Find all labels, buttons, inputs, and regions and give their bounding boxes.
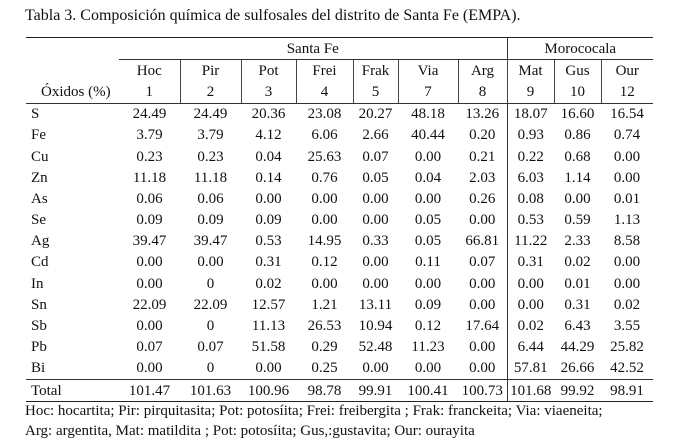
value-cell: 10.94: [358, 318, 393, 335]
value-cell: 39.47: [132, 233, 167, 250]
value-cell: 101.47: [119, 380, 180, 402]
value-cell: 0.21: [469, 148, 496, 165]
value-cell: 0.53: [255, 233, 282, 250]
value-cell: 0.05: [414, 212, 442, 229]
column-code-2: Pir: [180, 60, 241, 82]
value-cell: 6.03: [507, 167, 554, 188]
group-morococala: Morococala: [507, 38, 653, 60]
value-cell: 1.21: [311, 296, 338, 313]
value-cell: 0.00: [311, 190, 338, 207]
table-row: [26, 146, 653, 167]
value-cell: 0.02: [507, 315, 554, 336]
value-cell: 0.00: [414, 360, 442, 377]
value-cell: 0.02: [564, 254, 591, 271]
value-cell: 0.59: [564, 212, 591, 229]
value-cell: 0.01: [613, 190, 641, 207]
value-cell: 11.13: [251, 318, 286, 335]
value-cell: 6.44: [507, 337, 554, 358]
legend-line-2: Arg: argentita, Mat: matildita ; Pot: potosíita; Gus,:gustavita; Our: ourayita: [25, 423, 475, 439]
value-cell: 42.52: [610, 360, 644, 377]
column-number-4: 4: [296, 81, 353, 103]
row-label: Zn: [31, 169, 48, 186]
value-cell: 6.06: [311, 127, 338, 144]
abbreviation-legend: [25, 401, 603, 441]
column-number-7: 8: [458, 81, 507, 103]
value-cell: 0.00: [136, 318, 163, 335]
value-cell: 100.96: [241, 380, 296, 402]
oxide-label: Óxidos (%): [26, 81, 119, 103]
value-cell: 0.06: [136, 190, 163, 207]
value-cell: 0.29: [311, 339, 338, 356]
table-row: [26, 167, 653, 188]
value-cell: 0.06: [197, 190, 224, 207]
value-cell: 0.26: [469, 190, 496, 207]
value-cell: 0.00: [469, 275, 496, 292]
value-cell: 0.00: [507, 273, 554, 294]
value-cell: 0.20: [469, 127, 496, 144]
value-cell: 57.81: [507, 358, 554, 380]
value-cell: 0.09: [197, 212, 224, 229]
value-cell: 0.00: [311, 212, 338, 229]
value-cell: 101.63: [180, 380, 241, 402]
table-row: [26, 210, 653, 231]
value-cell: 0.04: [255, 148, 282, 165]
empty-code-label-cell: [26, 60, 119, 82]
value-cell: 20.36: [251, 106, 286, 123]
value-cell: 48.18: [411, 106, 445, 123]
row-label: Sn: [31, 296, 47, 313]
value-cell: 0.31: [255, 254, 282, 271]
value-cell: 44.29: [560, 339, 595, 356]
value-cell: 1.13: [613, 212, 641, 229]
value-cell: 0.00: [255, 190, 282, 207]
column-code-3: Pot: [241, 60, 296, 82]
value-cell: 0.09: [255, 212, 282, 229]
value-cell: 0.00: [564, 190, 591, 207]
row-label: In: [31, 275, 44, 292]
table-row: [26, 294, 653, 315]
value-cell: 0.00: [362, 360, 389, 377]
row-label: S: [31, 106, 40, 123]
value-cell: 98.78: [296, 380, 353, 402]
table-row: [26, 231, 653, 252]
row-label: Total: [26, 380, 119, 402]
column-number-8: 9: [507, 81, 554, 103]
value-cell: 2.03: [469, 169, 496, 186]
value-cell: 0.00: [136, 360, 163, 377]
value-cell: 4.12: [255, 127, 282, 144]
value-cell: 0.08: [507, 188, 554, 209]
value-cell: 0.00: [507, 294, 554, 315]
value-cell: 26.66: [560, 360, 595, 377]
value-cell: 0.09: [414, 296, 442, 313]
column-code-1: Hoc: [136, 62, 162, 79]
value-cell: 0.00: [469, 212, 496, 229]
value-cell: 0: [206, 360, 215, 377]
row-label: Se: [31, 212, 46, 229]
value-cell: 12.57: [251, 296, 286, 313]
value-cell: 0.00: [414, 148, 442, 165]
table-row: [26, 315, 653, 336]
value-cell: 1.14: [564, 169, 591, 186]
value-cell: 0.00: [136, 275, 163, 292]
value-cell: 0.76: [311, 169, 338, 186]
value-cell: 99.91: [353, 380, 398, 402]
value-cell: 0.05: [414, 233, 442, 250]
column-number-1: 1: [119, 81, 180, 103]
row-label: Bi: [31, 360, 46, 377]
value-cell: 0.00: [362, 275, 389, 292]
row-label: Ag: [31, 233, 50, 250]
value-cell: 11.23: [411, 339, 445, 356]
column-code-9: Gus: [554, 60, 601, 82]
value-cell: 0.68: [564, 148, 591, 165]
value-cell: 0.00: [362, 212, 389, 229]
value-cell: 0.23: [197, 148, 224, 165]
table-row: [26, 337, 653, 358]
value-cell: 0.00: [136, 254, 163, 271]
table-row: [26, 125, 653, 146]
value-cell: 0.74: [613, 127, 641, 144]
value-cell: 0.23: [136, 148, 163, 165]
table-row: [26, 252, 653, 273]
value-cell: 0.12: [414, 318, 442, 335]
row-label: Cu: [31, 148, 49, 165]
value-cell: 13.26: [465, 106, 500, 123]
value-cell: 51.58: [251, 339, 286, 356]
value-cell: 22.09: [132, 296, 167, 313]
group-header-row: [26, 38, 653, 60]
column-number-10: 12: [601, 81, 653, 103]
value-cell: 0.12: [311, 254, 338, 271]
column-number-2: 2: [180, 81, 241, 103]
value-cell: 0.00: [469, 360, 496, 377]
value-cell: 0.33: [362, 233, 389, 250]
value-cell: 6.43: [564, 318, 591, 335]
row-label: Fe: [31, 127, 46, 144]
value-cell: 0.86: [564, 127, 591, 144]
column-code-6: Via: [398, 60, 458, 82]
value-cell: 17.64: [465, 318, 500, 335]
column-code-4: Frei: [296, 60, 353, 82]
value-cell: 0.00: [197, 254, 224, 271]
group-santa-fe: Santa Fe: [119, 38, 507, 60]
value-cell: 40.44: [411, 127, 445, 144]
value-cell: 0.14: [255, 169, 282, 186]
column-number-5: 5: [353, 81, 398, 103]
value-cell: 26.53: [307, 318, 342, 335]
legend-line-1: Hoc: hocartita; Pir: pirquitasita; Pot: potosíita; Frei: freibergita ; Frak: franckeita; Via: viaeneita;: [25, 403, 603, 419]
value-cell: 0.04: [414, 169, 442, 186]
composition-table: [26, 37, 653, 402]
table-body: [26, 38, 653, 402]
table-row: [26, 103, 653, 125]
value-cell: 0: [206, 318, 215, 335]
column-number-6: 7: [398, 81, 458, 103]
value-cell: 0.00: [362, 190, 389, 207]
value-cell: 2.66: [362, 127, 389, 144]
column-code-7: Arg: [458, 60, 507, 82]
value-cell: 0.07: [469, 254, 496, 271]
value-cell: 0.00: [613, 275, 641, 292]
column-number-3: 3: [241, 81, 296, 103]
value-cell: 16.54: [610, 106, 644, 123]
value-cell: 11.18: [193, 169, 228, 186]
column-number-9: 10: [554, 81, 601, 103]
value-cell: 3.79: [136, 127, 163, 144]
value-cell: 0.93: [507, 125, 554, 146]
value-cell: 0.25: [311, 360, 338, 377]
value-cell: 0.00: [362, 254, 389, 271]
row-label: Cd: [31, 254, 49, 271]
value-cell: 98.91: [601, 380, 653, 402]
value-cell: 0.00: [613, 254, 641, 271]
value-cell: 0.02: [613, 296, 641, 313]
value-cell: 16.60: [560, 106, 595, 123]
value-cell: 0.00: [613, 148, 641, 165]
value-cell: 0.07: [362, 148, 389, 165]
value-cell: 11.18: [132, 169, 167, 186]
value-cell: 52.48: [358, 339, 393, 356]
value-cell: 0.07: [197, 339, 224, 356]
row-label: Pb: [31, 339, 47, 356]
value-cell: 0.00: [613, 169, 641, 186]
value-cell: 2.33: [564, 233, 591, 250]
value-cell: 0.53: [507, 210, 554, 231]
value-cell: 0.31: [564, 296, 591, 313]
value-cell: 8.58: [613, 233, 641, 250]
value-cell: 24.49: [132, 106, 167, 123]
column-codes-row: [26, 60, 653, 82]
value-cell: 0.00: [414, 190, 442, 207]
value-cell: 0.00: [469, 296, 496, 313]
value-cell: 101.68: [507, 380, 554, 402]
value-cell: 0.01: [564, 275, 591, 292]
table-row: [26, 380, 653, 402]
row-label: As: [31, 190, 48, 207]
column-numbers-row: [26, 81, 653, 103]
value-cell: 100.73: [458, 380, 507, 402]
value-cell: 0.22: [507, 146, 554, 167]
value-cell: 0.05: [362, 169, 389, 186]
value-cell: 0.11: [415, 254, 441, 271]
value-cell: 18.07: [507, 103, 554, 125]
row-label: Sb: [31, 318, 47, 335]
column-code-8: Mat: [507, 60, 554, 82]
value-cell: 0.00: [255, 360, 282, 377]
value-cell: 100.41: [398, 380, 458, 402]
value-cell: 24.49: [193, 106, 228, 123]
empty-corner-cell: [26, 38, 119, 60]
table-row: [26, 273, 653, 294]
column-code-10: Our: [601, 60, 653, 82]
table-row: [26, 358, 653, 380]
value-cell: 11.22: [507, 231, 554, 252]
value-cell: 0.09: [136, 212, 163, 229]
value-cell: 0.02: [255, 275, 282, 292]
value-cell: 0: [206, 275, 215, 292]
value-cell: 0.00: [414, 275, 442, 292]
table-caption: Tabla 3. Composición química de sulfosales del distrito de Santa Fe (EMPA).: [25, 7, 521, 24]
column-code-5: Frak: [353, 60, 398, 82]
value-cell: 39.47: [193, 233, 228, 250]
value-cell: 14.95: [307, 233, 342, 250]
value-cell: 3.79: [197, 127, 224, 144]
value-cell: 66.81: [465, 233, 500, 250]
value-cell: 22.09: [193, 296, 228, 313]
value-cell: 20.27: [358, 106, 393, 123]
value-cell: 23.08: [307, 106, 342, 123]
value-cell: 0.00: [311, 275, 338, 292]
value-cell: 99.92: [554, 380, 601, 402]
value-cell: 25.82: [610, 339, 644, 356]
value-cell: 0.07: [136, 339, 163, 356]
value-cell: 0.00: [469, 339, 496, 356]
value-cell: 0.31: [507, 252, 554, 273]
value-cell: 3.55: [613, 318, 641, 335]
value-cell: 25.63: [307, 148, 342, 165]
table-row: [26, 188, 653, 209]
value-cell: 13.11: [358, 296, 393, 313]
